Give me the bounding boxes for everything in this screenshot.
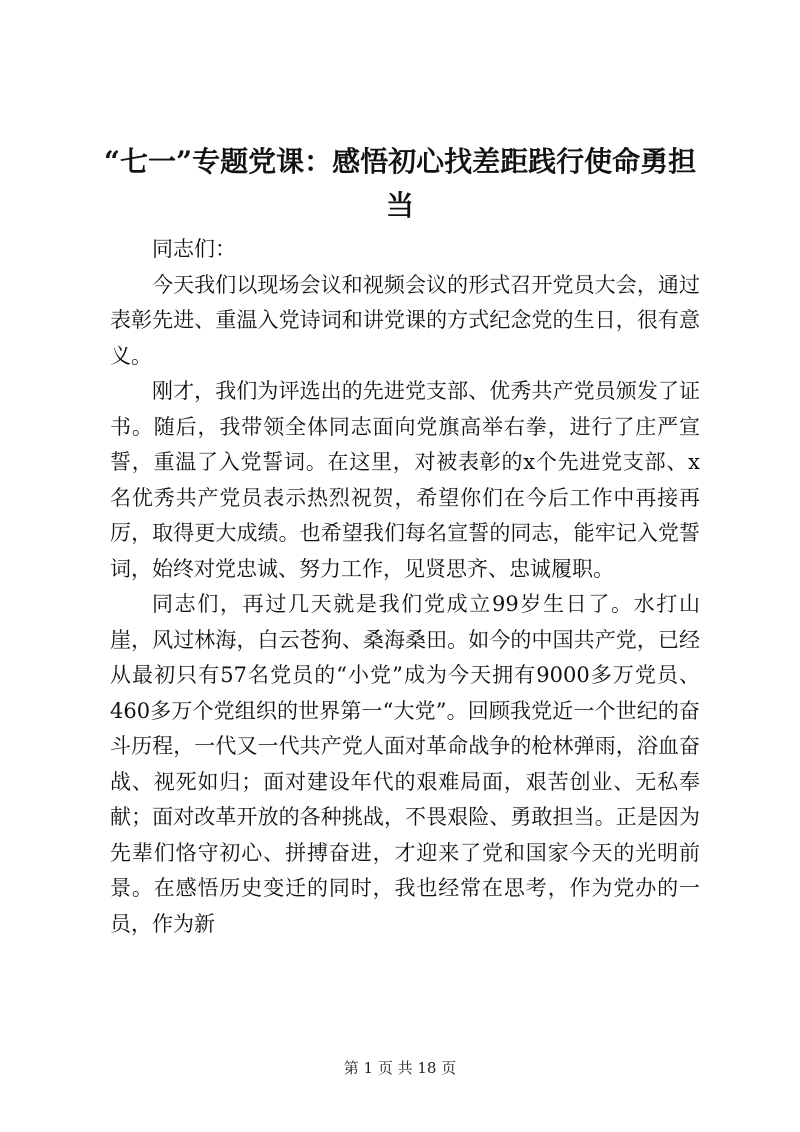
document-body [110,232,700,942]
body-paragraph-1: 今天我们以现场会议和视频会议的形式召开党员大会，通过表彰先进、重温入党诗词和讲党课的方式纪念党的生日，很有意义。 [110,272,700,368]
page-number-footer: 第 1 页 共 18 页 [343,1059,457,1077]
body-paragraph-2: 刚才，我们为评选出的先进党支部、优秀共产党员颁发了证书。随后，我带领全体同志面向党旗高举右拳，进行了庄严宣誓，重温了入党誓词。在这里，对被表彰的x个先进党支部、x名优秀共产党员表示热烈祝贺，希望你们在今后工作中再接再厉，取得更大成绩。也希望我们每名宣誓的同志，能牢记入党誓词，始终对党忠诚、努力工作，见贤思齐、忠诚履职。 [110,379,700,581]
salutation-paragraph: 同志们： [152,237,236,261]
body-paragraph-3: 同志们，再过几天就是我们党成立99岁生日了。水打山崖，风过林海，白云苍狗、桑海桑田。如今的中国共产党，已经从最初只有57名党员的“小党”成为今天拥有9000多万党员、460多万个党组织的世界第一“大党”。回顾我党近一个世纪的奋斗历程，一代又一代共产党人面对革命战争的枪林弹雨，浴血奋战、视死如归；面对建设年代的艰难局面，艰苦创业、无私奉献；面对改革开放的各种挑战，不畏艰险、勇敢担当。正是因为先辈们恪守初心、拼搏奋进，才迎来了党和国家今天的光明前景。在感悟历史变迁的同时，我也经常在思考，作为党办的一员，作为新 [110,592,700,936]
document-title: “七一”专题党课：感悟初心找差距践行使命勇担当 [103,145,697,222]
